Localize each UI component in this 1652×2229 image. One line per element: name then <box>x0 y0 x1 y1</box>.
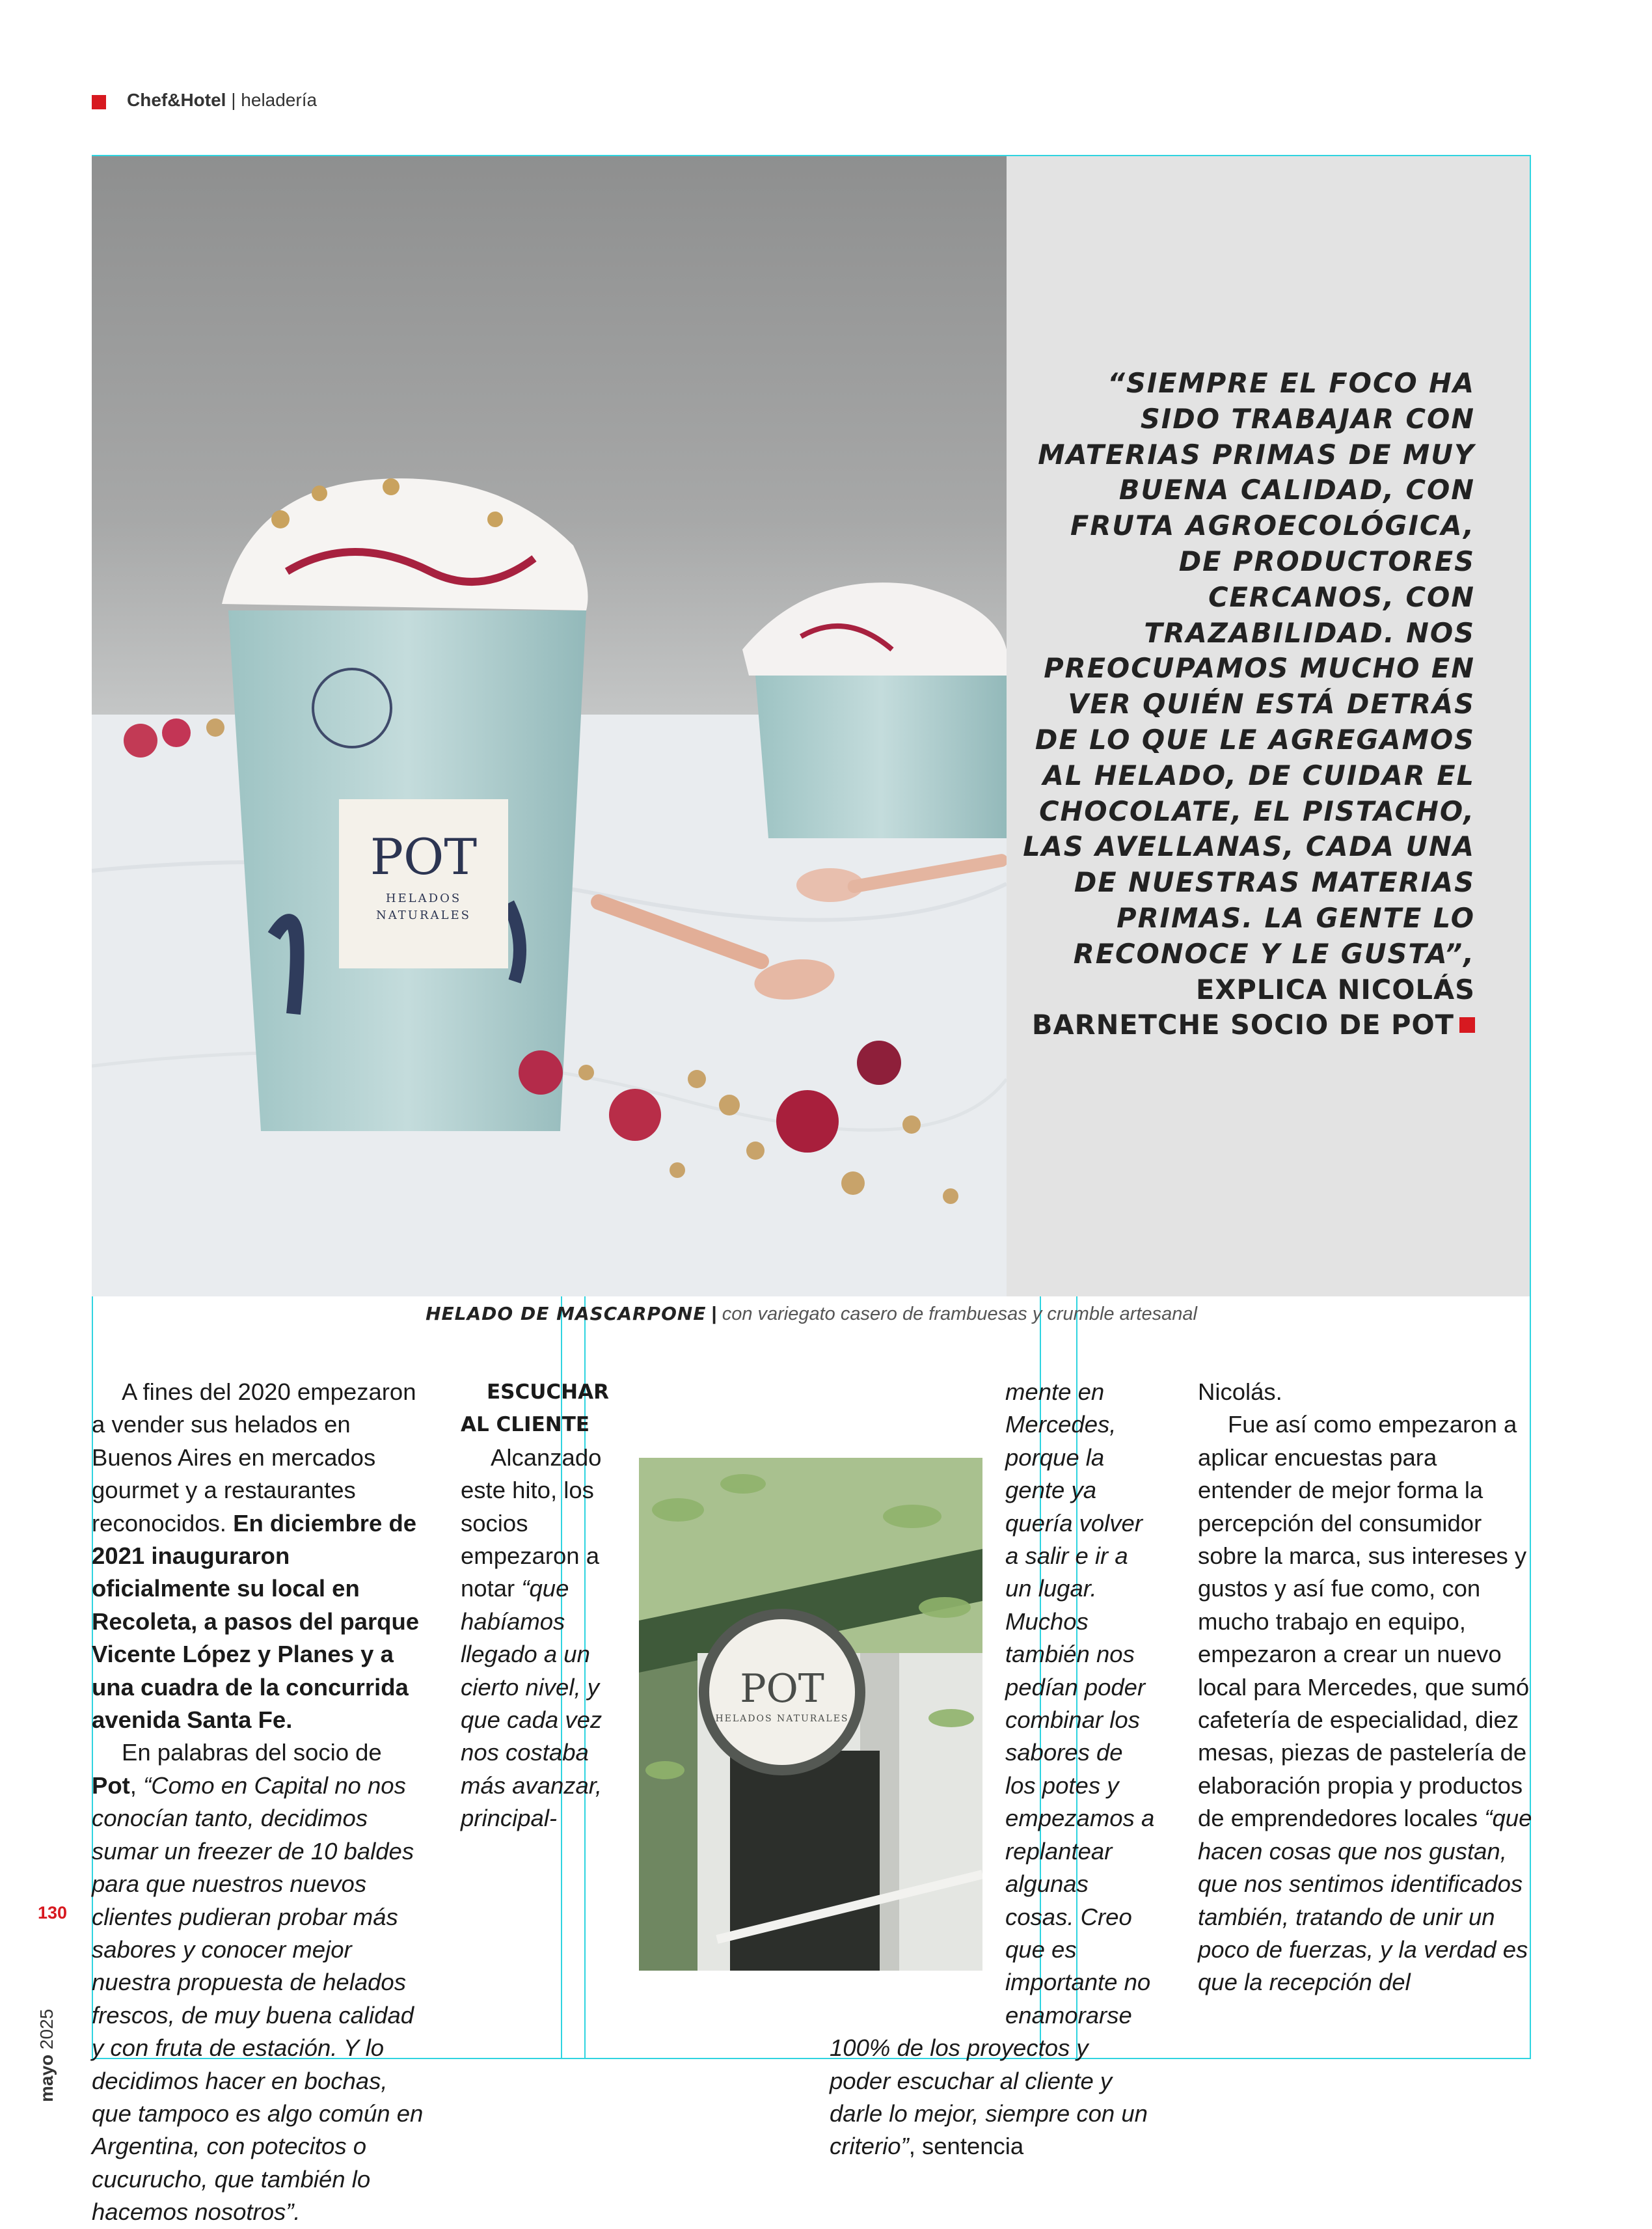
section-header <box>127 90 317 111</box>
sign-brand: POT <box>740 1666 824 1712</box>
photo-caption <box>92 1303 1531 1325</box>
paragraph-intro-text: A fines del 2020 empezaron a vender sus helados en Buenos Aires en mercados gourmet y a restaurantes reconocidos. <box>92 1378 416 1537</box>
ice-cream-cups-photo <box>92 155 1007 1296</box>
subhead-line-2: AL CLIENTE <box>461 1413 590 1437</box>
section-label: heladería <box>241 90 318 110</box>
cup-brand: POT <box>370 828 478 886</box>
caption-text: con variegato casero de frambuesas y crumble artesanal <box>722 1304 1197 1324</box>
sign-subtitle: HELADOS NATURALES <box>715 1714 849 1724</box>
paragraph-listening-text: Alcanzado este hito, los socios empezaron a notar <box>461 1443 602 1602</box>
paragraph-continued-quote: mente en Mercedes, porque la gente ya quería volver a salir e ir a un lugar. Muchos también nos pedían poder combinar los sabores de los potes y empezamos a replantear algunas cosas. Creo que es importante no enamorarse 100% de los proyectos y poder escuchar al cliente y darle lo mejor, siempre con un criterio” <box>830 1378 1155 2160</box>
brand-name: Pot <box>92 1771 130 1799</box>
pull-quote <box>1020 366 1475 1043</box>
pull-quote-text: “SIEMPRE EL FOCO HA SIDO TRABAJAR CON MATERIAS PRIMAS DE MUY BUENA CALIDAD, CON FRUTA AGROECOLÓGICA, DE PRODUCTORES CERCANOS, CON TRAZABILIDAD. NOS PREOCUPAMOS MUCHO EN VER QUIÉN ESTÁ DETRÁS DE LO QUE LE AGREGAMOS AL HELADO, DE CUIDAR EL CHOCOLATE, EL PISTACHO, LAS AVELLANAS, CADA UNA DE NUESTRAS MATERIAS PRIMAS. LA GENTE LO RECONOCE Y LE GUSTA”, <box>1023 367 1475 970</box>
end-mark-square <box>1459 1017 1475 1033</box>
subhead-line-1: ESCUCHAR <box>487 1380 609 1404</box>
paragraph-surveys-quote: “que hacen cosas que nos gustan, que nos sentimos identificados también, tratando de unir un poco de fuerzas, y la verdad es que la recepción del <box>1198 1805 1532 1996</box>
caption-title: HELADO DE MASCARPONE <box>426 1303 707 1324</box>
text-wrap-spacer <box>830 1408 1005 2020</box>
quote-panel <box>1007 155 1531 1296</box>
quote-text: “Como en Capital no nos conocían tanto, decidimos sumar un freezer de 10 baldes para que nuestros nuevos clientes pudieran probar más sabores y conocer mejor nuestra propuesta de helados frescos, de muy buena calidad y con fruta de estación. Y lo decidimos hacer en bochas, que tampoco es algo común en Argentina, con potecitos o cucurucho, que también lo hacemos nosotros”. <box>92 1771 424 2226</box>
paragraph-listening-quote: “que habíamos llegado a un cierto nivel, y que cada vez nos costaba más avanzar, principal- <box>461 1575 603 1832</box>
body-column-1 <box>92 1376 430 2229</box>
pull-quote-attribution: EXPLICA NICOLÁS BARNETCHE SOCIO DE POT <box>1031 973 1475 1041</box>
cup-subtitle-1: HELADOS <box>385 892 462 905</box>
issue-date <box>36 2009 57 2102</box>
header-separator: | <box>226 90 241 110</box>
page-number: 130 <box>38 1903 68 1922</box>
cup-subtitle-2: NATURALES <box>376 909 471 922</box>
header-red-square <box>92 95 106 109</box>
comma: , <box>129 1771 144 1799</box>
issue-year: 2025 <box>36 2008 57 2050</box>
paragraph-intro-bold: En diciembre de 2021 inauguraron oficialmente su local en Recoleta, a pasos del parque Vicente López y Planes y a una cuadra de la concurrida avenida Santa Fe. <box>92 1509 420 1734</box>
magazine-brand: Chef&Hotel <box>127 90 226 110</box>
paragraph-continued-end: , sentencia <box>908 2133 1024 2160</box>
paragraph-surveys-text: Fue así como empezaron a aplicar encuestas para entender de mejor forma la percepción del consumidor sobre la marca, sus intereses y gustos y así fue como, con mucho trabajo en equipo, empezaron a crear un nuevo local para Mercedes, que sumó cafetería de especialidad, diez mesas, piezas de pastelería de elaboración propia y productos de emprendedores locales <box>1198 1411 1530 1832</box>
paragraph-intro <box>92 1376 430 1736</box>
body-column-3 <box>830 1376 1155 2163</box>
paragraph-quote-lead: En palabras del socio de <box>122 1739 382 1766</box>
paragraph-quote <box>92 1736 430 2228</box>
ice-cream-illustration <box>92 155 1007 1296</box>
text-wrap-spacer <box>630 1441 799 2053</box>
paragraph-surveys <box>1198 1408 1536 1999</box>
body-column-2 <box>461 1376 799 2053</box>
paragraph-attribution: Nicolás. <box>1198 1378 1282 1405</box>
guide-line <box>92 155 1531 156</box>
issue-month: mayo <box>36 2054 57 2102</box>
body-column-4 <box>1198 1376 1536 1999</box>
caption-separator: | <box>706 1304 722 1324</box>
